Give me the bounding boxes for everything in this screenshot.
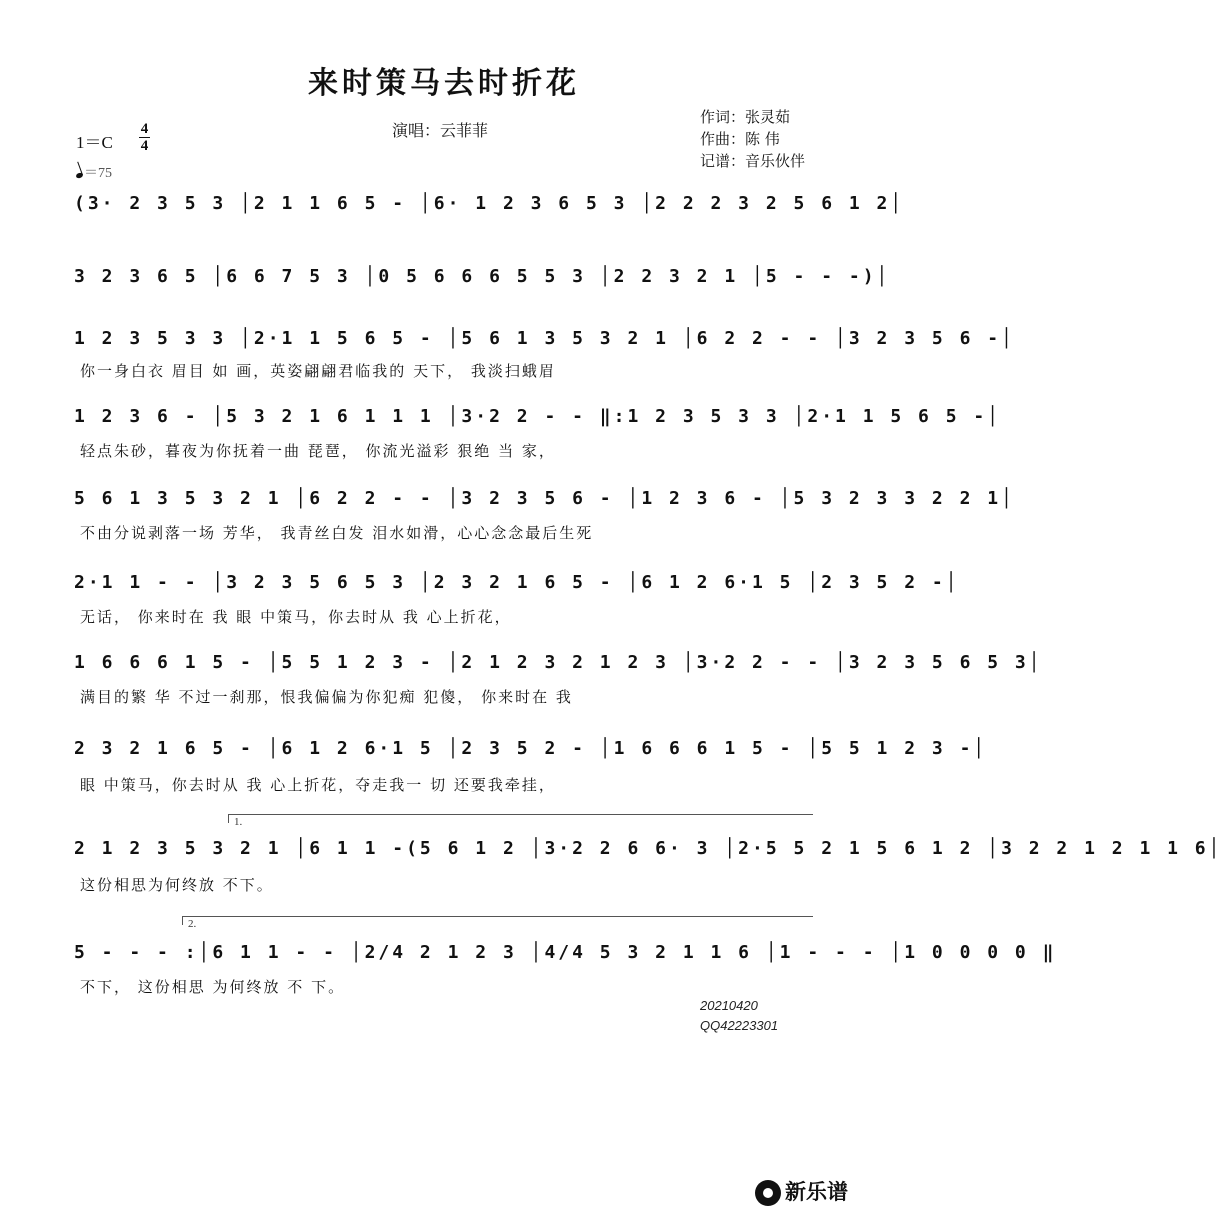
quarter-note-icon: [75, 172, 83, 179]
score-line-5-lyrics: 不由分说剥落一场 芳华， 我青丝白发 泪水如滑，心心念念最后生死: [80, 524, 594, 542]
time-signature-bottom: 4: [140, 138, 149, 154]
score-line-8-lyrics: 眼 中策马，你去时从 我 心上折花，夺走我一 切 还要我牵挂，: [80, 776, 556, 794]
score-line-3-notes: 1 2 3 5 3 3 │2·1 1 5 6 5 - │5 6 1 3 5 3 2 1 │6 2 2 - - │3 2 3 5 6 -│: [74, 328, 1015, 349]
score-line-5-notes: 5 6 1 3 5 3 2 1 │6 2 2 - - │3 2 3 5 6 - │1 2 3 6 - │5 3 2 3 3 2 2 1│: [74, 488, 1015, 509]
score-line-8-notes: 2 3 2 1 6 5 - │6 1 2 6·1 5 │2 3 5 2 - │1 6 6 6 1 5 - │5 5 1 2 3 -│: [74, 738, 988, 759]
site-logo-text: 新乐谱: [785, 1180, 848, 1204]
composer-credit: 作曲：陈 伟: [700, 130, 780, 148]
page-title: 来时策马去时折花: [308, 66, 580, 101]
key-signature: 1＝C: [76, 133, 113, 152]
score-line-7-lyrics: 满目的繁 华 不过一刹那，恨我偏偏为你犯痴 犯傻， 你来时在 我: [80, 688, 573, 706]
site-logo: [755, 1176, 848, 1206]
score-line-1-notes: (3· 2 3 5 3 │2 1 1 6 5 - │6· 1 2 3 6 5 3 │2 2 2 3 2 5 6 1 2│: [74, 193, 905, 214]
lyricist-credit: 作词：张灵茹: [700, 108, 791, 126]
score-line-3-lyrics: 你一身白衣 眉目 如 画，英姿翩翩君临我的 天下， 我淡扫蛾眉: [80, 362, 556, 380]
transcription-date: 20210420: [700, 998, 758, 1013]
singer-credit: 演唱：云菲菲: [392, 121, 489, 140]
vinyl-record-icon: [755, 1180, 781, 1206]
transcriber-credit: 记谱：音乐伙伴: [700, 152, 806, 170]
score-line-2-notes: 3 2 3 6 5 │6 6 7 5 3 │0 5 6 6 6 5 5 3 │2 2 3 2 1 │5 - - -)│: [74, 266, 891, 287]
score-line-10-notes: 5 - - - :│6 1 1 - - │2/4 2 1 2 3 │4/4 5 3 2 1 1 6 │1 - - - │1 0 0 0 0 ‖: [74, 942, 1057, 963]
time-signature: [139, 121, 150, 154]
score-line-4-notes: 1 2 3 6 - │5 3 2 1 6 1 1 1 │3·2 2 - - ‖:1 2 3 5 3 3 │2·1 1 5 6 5 -│: [74, 406, 1002, 427]
transcriber-qq: QQ42223301: [700, 1018, 779, 1033]
tempo-value: ＝75: [84, 166, 112, 181]
score-line-6-lyrics: 无话， 你来时在 我 眼 中策马，你去时从 我 心上折花，: [80, 608, 512, 626]
score-line-9-notes: 2 1 2 3 5 3 2 1 │6 1 1 -(5 6 1 2 │3·2 2 6 6· 3 │2·5 5 2 1 5 6 1 2 │3 2 2 1 2 1 1 6│: [74, 838, 1222, 859]
time-signature-top: 4: [140, 121, 149, 137]
second-ending-number: 2.: [188, 918, 197, 930]
first-ending-number: 1.: [234, 816, 243, 828]
score-line-7-notes: 1 6 6 6 1 5 - │5 5 1 2 3 - │2 1 2 3 2 1 2 3 │3·2 2 - - │3 2 3 5 6 5 3│: [74, 652, 1043, 673]
score-line-10-lyrics: 不下， 这份相思 为何终放 不 下。: [80, 978, 346, 996]
tempo-marking: [76, 162, 112, 182]
first-ending-bracket: [228, 814, 813, 823]
score-line-4-lyrics: 轻点朱砂，暮夜为你抚着一曲 琵琶， 你流光溢彩 狠绝 当 家，: [80, 442, 556, 460]
score-line-6-notes: 2·1 1 - - │3 2 3 5 6 5 3 │2 3 2 1 6 5 - │6 1 2 6·1 5 │2 3 5 2 -│: [74, 572, 960, 593]
second-ending-bracket: [182, 916, 813, 925]
score-line-9-lyrics: 这份相思为何终放 不下。: [80, 876, 274, 894]
